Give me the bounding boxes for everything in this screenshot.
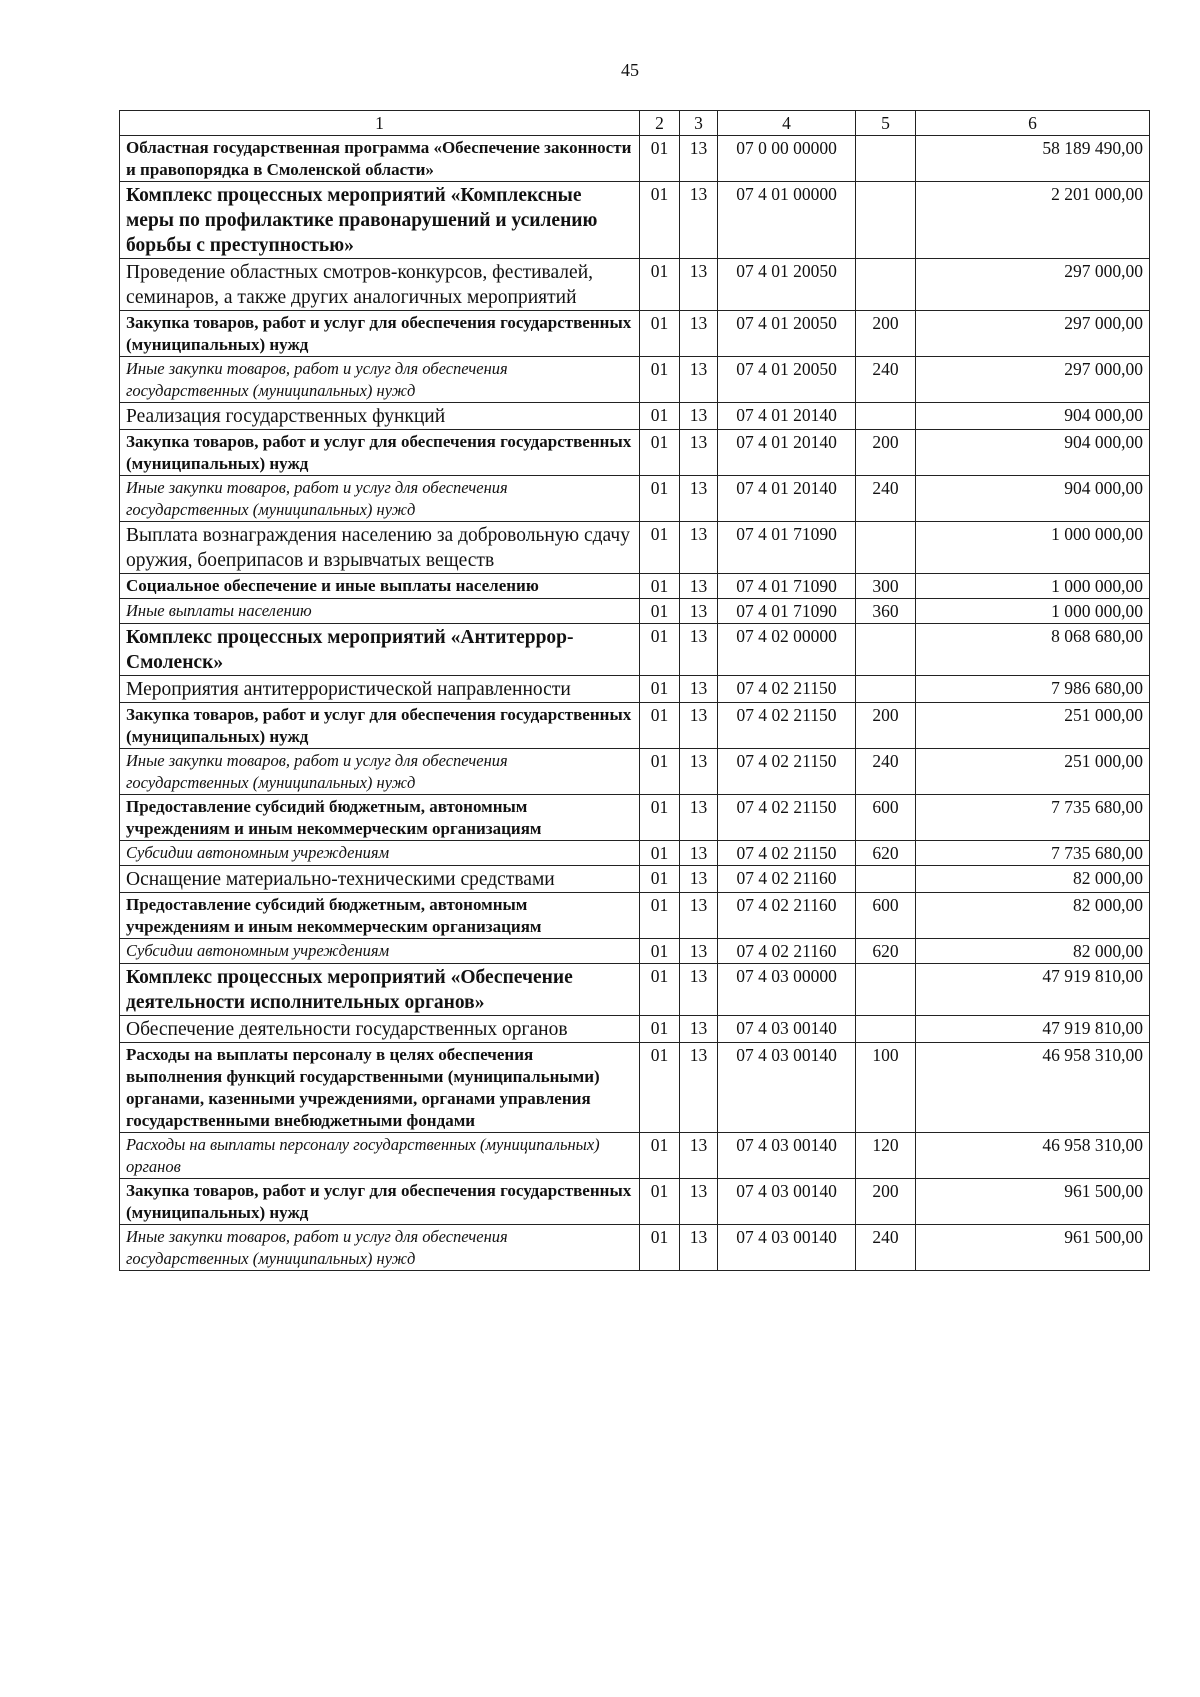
- item-name-cell: Закупка товаров, работ и услуг для обеспечения государственных (муниципальных) нужд: [120, 430, 640, 476]
- amount-cell: 1 000 000,00: [916, 574, 1150, 599]
- item-name-cell: Закупка товаров, работ и услуг для обеспечения государственных (муниципальных) нужд: [120, 1179, 640, 1225]
- item-name-cell: Проведение областных смотров-конкурсов, фестивалей, семинаров, а также других аналогичных мероприятий: [120, 259, 640, 311]
- expense-type-code-cell: 200: [856, 703, 916, 749]
- section-code-cell: 01: [640, 1179, 680, 1225]
- table-row: [120, 357, 1150, 403]
- table-header-row: [120, 111, 1150, 136]
- amount-cell: 904 000,00: [916, 430, 1150, 476]
- target-article-code-cell: 07 4 03 00140: [718, 1016, 856, 1043]
- amount-cell: 82 000,00: [916, 939, 1150, 964]
- table-row: [120, 1133, 1150, 1179]
- section-code-cell: 01: [640, 964, 680, 1016]
- amount-cell: 7 986 680,00: [916, 676, 1150, 703]
- amount-cell: 46 958 310,00: [916, 1043, 1150, 1133]
- item-name-cell: Иные закупки товаров, работ и услуг для обеспечения государственных (муниципальных) нужд: [120, 1225, 640, 1271]
- section-code-cell: 01: [640, 676, 680, 703]
- target-article-code-cell: 07 4 02 21150: [718, 749, 856, 795]
- expense-type-code-cell: [856, 182, 916, 259]
- amount-cell: 47 919 810,00: [916, 964, 1150, 1016]
- target-article-code-cell: 07 4 01 20140: [718, 403, 856, 430]
- section-code-cell: 01: [640, 1225, 680, 1271]
- item-name-cell: Комплекс процессных мероприятий «Антитеррор-Смоленск»: [120, 624, 640, 676]
- target-article-code-cell: 07 4 03 00000: [718, 964, 856, 1016]
- section-code-cell: 01: [640, 1043, 680, 1133]
- target-article-code-cell: 07 4 01 20140: [718, 430, 856, 476]
- section-code-cell: 01: [640, 893, 680, 939]
- target-article-code-cell: 07 4 02 21150: [718, 841, 856, 866]
- amount-cell: 961 500,00: [916, 1179, 1150, 1225]
- expense-type-code-cell: [856, 1016, 916, 1043]
- target-article-code-cell: 07 4 03 00140: [718, 1225, 856, 1271]
- table-row: [120, 964, 1150, 1016]
- item-name-cell: Иные закупки товаров, работ и услуг для обеспечения государственных (муниципальных) нужд: [120, 749, 640, 795]
- section-code-cell: 01: [640, 182, 680, 259]
- target-article-code-cell: 07 4 01 71090: [718, 574, 856, 599]
- table-row: [120, 403, 1150, 430]
- subsection-code-cell: 13: [680, 357, 718, 403]
- item-name-cell: Предоставление субсидий бюджетным, автономным учреждениям и иным некоммерческим организациям: [120, 795, 640, 841]
- item-name-cell: Выплата вознаграждения населению за добровольную сдачу оружия, боеприпасов и взрывчатых веществ: [120, 522, 640, 574]
- expense-type-code-cell: 360: [856, 599, 916, 624]
- item-name-cell: Обеспечение деятельности государственных органов: [120, 1016, 640, 1043]
- subsection-code-cell: 13: [680, 866, 718, 893]
- amount-cell: 1 000 000,00: [916, 599, 1150, 624]
- target-article-code-cell: 07 4 02 00000: [718, 624, 856, 676]
- subsection-code-cell: 13: [680, 599, 718, 624]
- column-header-1: 1: [120, 111, 640, 136]
- subsection-code-cell: 13: [680, 1043, 718, 1133]
- table-row: [120, 676, 1150, 703]
- section-code-cell: 01: [640, 259, 680, 311]
- amount-cell: 82 000,00: [916, 866, 1150, 893]
- item-name-cell: Расходы на выплаты персоналу государственных (муниципальных) органов: [120, 1133, 640, 1179]
- amount-cell: 47 919 810,00: [916, 1016, 1150, 1043]
- target-article-code-cell: 07 4 02 21150: [718, 676, 856, 703]
- subsection-code-cell: 13: [680, 1016, 718, 1043]
- column-header-4: 4: [718, 111, 856, 136]
- target-article-code-cell: 07 4 03 00140: [718, 1043, 856, 1133]
- table-row: [120, 866, 1150, 893]
- expense-type-code-cell: 240: [856, 749, 916, 795]
- amount-cell: 251 000,00: [916, 703, 1150, 749]
- expense-type-code-cell: 240: [856, 1225, 916, 1271]
- amount-cell: 8 068 680,00: [916, 624, 1150, 676]
- amount-cell: 297 000,00: [916, 311, 1150, 357]
- target-article-code-cell: 07 4 01 20050: [718, 357, 856, 403]
- item-name-cell: Закупка товаров, работ и услуг для обеспечения государственных (муниципальных) нужд: [120, 311, 640, 357]
- expense-type-code-cell: [856, 624, 916, 676]
- column-header-5: 5: [856, 111, 916, 136]
- subsection-code-cell: 13: [680, 964, 718, 1016]
- subsection-code-cell: 13: [680, 893, 718, 939]
- subsection-code-cell: 13: [680, 311, 718, 357]
- expense-type-code-cell: 300: [856, 574, 916, 599]
- section-code-cell: 01: [640, 403, 680, 430]
- table-row: [120, 1043, 1150, 1133]
- section-code-cell: 01: [640, 866, 680, 893]
- section-code-cell: 01: [640, 476, 680, 522]
- item-name-cell: Иные выплаты населению: [120, 599, 640, 624]
- amount-cell: 904 000,00: [916, 403, 1150, 430]
- subsection-code-cell: 13: [680, 703, 718, 749]
- item-name-cell: Социальное обеспечение и иные выплаты населению: [120, 574, 640, 599]
- target-article-code-cell: 07 0 00 00000: [718, 136, 856, 182]
- target-article-code-cell: 07 4 01 20140: [718, 476, 856, 522]
- amount-cell: 7 735 680,00: [916, 841, 1150, 866]
- table-row: [120, 893, 1150, 939]
- item-name-cell: Субсидии автономным учреждениям: [120, 939, 640, 964]
- target-article-code-cell: 07 4 02 21160: [718, 939, 856, 964]
- expense-type-code-cell: 200: [856, 430, 916, 476]
- target-article-code-cell: 07 4 03 00140: [718, 1133, 856, 1179]
- expense-type-code-cell: 120: [856, 1133, 916, 1179]
- section-code-cell: 01: [640, 703, 680, 749]
- subsection-code-cell: 13: [680, 1179, 718, 1225]
- item-name-cell: Предоставление субсидий бюджетным, автономным учреждениям и иным некоммерческим организациям: [120, 893, 640, 939]
- expense-type-code-cell: 240: [856, 476, 916, 522]
- table-row: [120, 749, 1150, 795]
- subsection-code-cell: 13: [680, 1225, 718, 1271]
- subsection-code-cell: 13: [680, 939, 718, 964]
- table-row: [120, 795, 1150, 841]
- expense-type-code-cell: 200: [856, 311, 916, 357]
- expense-type-code-cell: 600: [856, 795, 916, 841]
- amount-cell: 82 000,00: [916, 893, 1150, 939]
- expense-type-code-cell: [856, 964, 916, 1016]
- section-code-cell: 01: [640, 522, 680, 574]
- subsection-code-cell: 13: [680, 259, 718, 311]
- target-article-code-cell: 07 4 02 21160: [718, 893, 856, 939]
- item-name-cell: Областная государственная программа «Обеспечение законности и правопорядка в Смоленской области»: [120, 136, 640, 182]
- amount-cell: 1 000 000,00: [916, 522, 1150, 574]
- table-row: [120, 574, 1150, 599]
- target-article-code-cell: 07 4 01 20050: [718, 259, 856, 311]
- table-row: [120, 311, 1150, 357]
- subsection-code-cell: 13: [680, 624, 718, 676]
- subsection-code-cell: 13: [680, 1133, 718, 1179]
- subsection-code-cell: 13: [680, 136, 718, 182]
- subsection-code-cell: 13: [680, 676, 718, 703]
- subsection-code-cell: 13: [680, 749, 718, 795]
- table-row: [120, 259, 1150, 311]
- section-code-cell: 01: [640, 357, 680, 403]
- table-row: [120, 599, 1150, 624]
- subsection-code-cell: 13: [680, 476, 718, 522]
- amount-cell: 961 500,00: [916, 1225, 1150, 1271]
- table-row: [120, 841, 1150, 866]
- section-code-cell: 01: [640, 311, 680, 357]
- item-name-cell: Субсидии автономным учреждениям: [120, 841, 640, 866]
- target-article-code-cell: 07 4 01 71090: [718, 522, 856, 574]
- target-article-code-cell: 07 4 02 21150: [718, 703, 856, 749]
- section-code-cell: 01: [640, 841, 680, 866]
- item-name-cell: Иные закупки товаров, работ и услуг для обеспечения государственных (муниципальных) нужд: [120, 476, 640, 522]
- section-code-cell: 01: [640, 939, 680, 964]
- table-row: [120, 939, 1150, 964]
- amount-cell: 297 000,00: [916, 259, 1150, 311]
- expense-type-code-cell: [856, 403, 916, 430]
- table-row: [120, 1225, 1150, 1271]
- expense-type-code-cell: 600: [856, 893, 916, 939]
- expense-type-code-cell: 200: [856, 1179, 916, 1225]
- item-name-cell: Иные закупки товаров, работ и услуг для обеспечения государственных (муниципальных) нужд: [120, 357, 640, 403]
- section-code-cell: 01: [640, 624, 680, 676]
- section-code-cell: 01: [640, 599, 680, 624]
- budget-table: [119, 110, 1150, 1271]
- amount-cell: 58 189 490,00: [916, 136, 1150, 182]
- table-row: [120, 476, 1150, 522]
- subsection-code-cell: 13: [680, 403, 718, 430]
- section-code-cell: 01: [640, 1133, 680, 1179]
- target-article-code-cell: 07 4 01 20050: [718, 311, 856, 357]
- subsection-code-cell: 13: [680, 182, 718, 259]
- table-row: [120, 1016, 1150, 1043]
- column-header-2: 2: [640, 111, 680, 136]
- subsection-code-cell: 13: [680, 430, 718, 476]
- item-name-cell: Реализация государственных функций: [120, 403, 640, 430]
- section-code-cell: 01: [640, 749, 680, 795]
- expense-type-code-cell: 620: [856, 939, 916, 964]
- section-code-cell: 01: [640, 1016, 680, 1043]
- expense-type-code-cell: [856, 676, 916, 703]
- amount-cell: 2 201 000,00: [916, 182, 1150, 259]
- expense-type-code-cell: [856, 136, 916, 182]
- item-name-cell: Мероприятия антитеррористической направленности: [120, 676, 640, 703]
- amount-cell: 7 735 680,00: [916, 795, 1150, 841]
- target-article-code-cell: 07 4 01 00000: [718, 182, 856, 259]
- page-number: 45: [621, 60, 639, 80]
- subsection-code-cell: 13: [680, 795, 718, 841]
- expense-type-code-cell: 620: [856, 841, 916, 866]
- table-row: [120, 522, 1150, 574]
- table-row: [120, 430, 1150, 476]
- item-name-cell: Комплекс процессных мероприятий «Обеспечение деятельности исполнительных органов»: [120, 964, 640, 1016]
- section-code-cell: 01: [640, 136, 680, 182]
- expense-type-code-cell: [856, 522, 916, 574]
- subsection-code-cell: 13: [680, 841, 718, 866]
- column-header-6: 6: [916, 111, 1150, 136]
- table-row: [120, 624, 1150, 676]
- table-row: [120, 1179, 1150, 1225]
- section-code-cell: 01: [640, 574, 680, 599]
- table-row: [120, 136, 1150, 182]
- expense-type-code-cell: 240: [856, 357, 916, 403]
- target-article-code-cell: 07 4 02 21150: [718, 795, 856, 841]
- amount-cell: 904 000,00: [916, 476, 1150, 522]
- expense-type-code-cell: 100: [856, 1043, 916, 1133]
- table-row: [120, 182, 1150, 259]
- subsection-code-cell: 13: [680, 574, 718, 599]
- section-code-cell: 01: [640, 795, 680, 841]
- item-name-cell: Закупка товаров, работ и услуг для обеспечения государственных (муниципальных) нужд: [120, 703, 640, 749]
- target-article-code-cell: 07 4 01 71090: [718, 599, 856, 624]
- expense-type-code-cell: [856, 259, 916, 311]
- section-code-cell: 01: [640, 430, 680, 476]
- budget-table-body: [120, 111, 1150, 1271]
- subsection-code-cell: 13: [680, 522, 718, 574]
- column-header-3: 3: [680, 111, 718, 136]
- amount-cell: 297 000,00: [916, 357, 1150, 403]
- item-name-cell: Расходы на выплаты персоналу в целях обеспечения выполнения функций государственными (муниципальными) органами, казенными учреждениями, органами управления государственными внебюджетными фондами: [120, 1043, 640, 1133]
- target-article-code-cell: 07 4 02 21160: [718, 866, 856, 893]
- expense-type-code-cell: [856, 866, 916, 893]
- item-name-cell: Комплекс процессных мероприятий «Комплексные меры по профилактике правонарушений и усилению борьбы с преступностью»: [120, 182, 640, 259]
- amount-cell: 46 958 310,00: [916, 1133, 1150, 1179]
- table-row: [120, 703, 1150, 749]
- amount-cell: 251 000,00: [916, 749, 1150, 795]
- target-article-code-cell: 07 4 03 00140: [718, 1179, 856, 1225]
- item-name-cell: Оснащение материально-техническими средствами: [120, 866, 640, 893]
